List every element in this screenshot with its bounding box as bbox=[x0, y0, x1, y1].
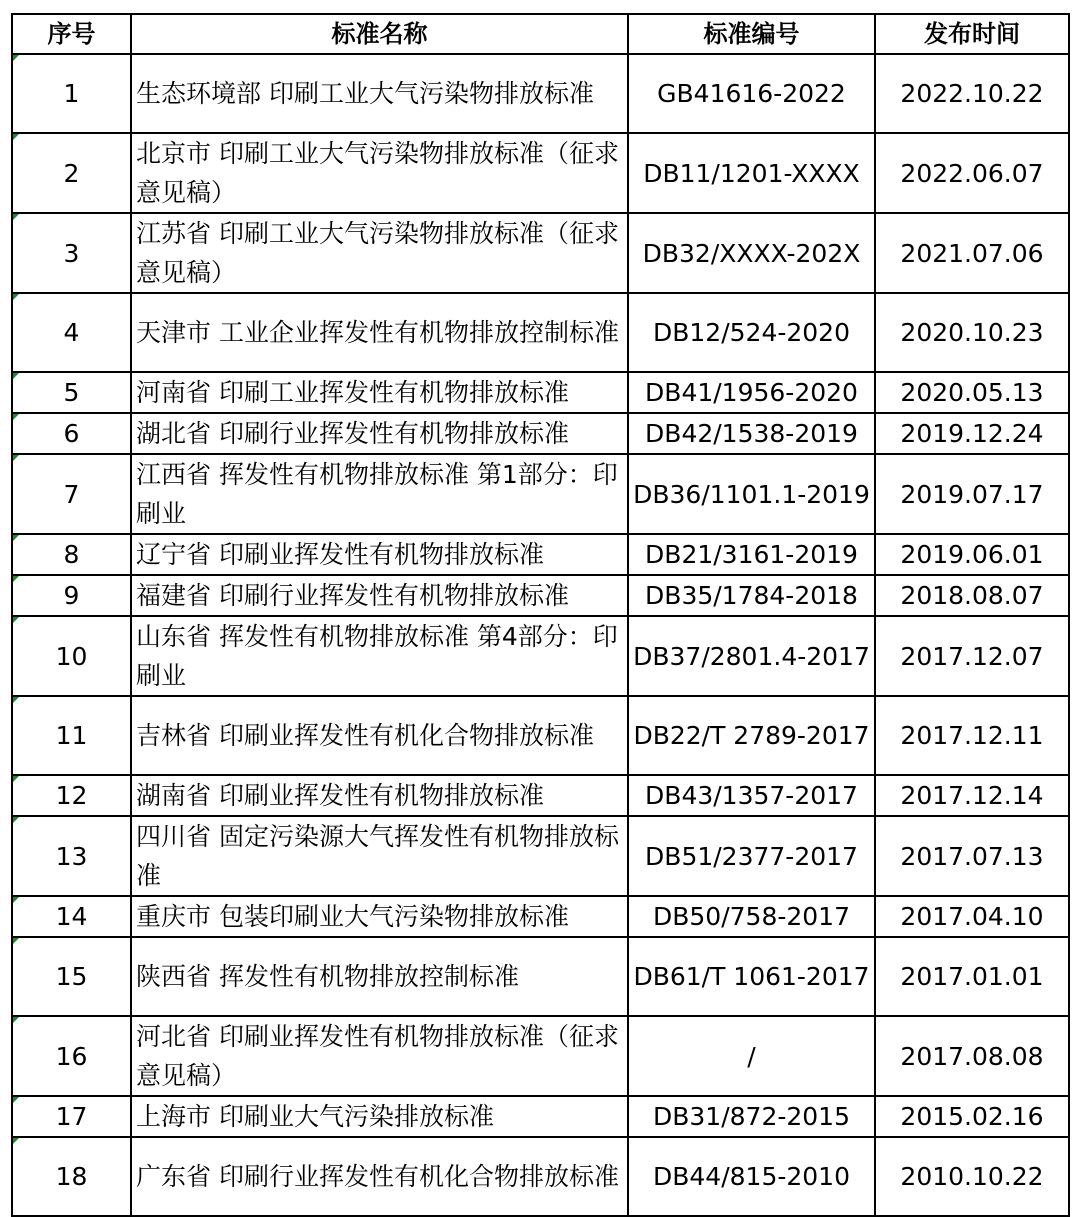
header-name: 标准名称 bbox=[131, 14, 628, 54]
row-name: 四川省 固定污染源大气挥发性有机物排放标准 bbox=[131, 816, 628, 896]
row-code: DB12/524-2020 bbox=[628, 293, 875, 372]
row-date: 2018.08.07 bbox=[875, 575, 1069, 616]
row-name: 重庆市 包装印刷业大气污染物排放标准 bbox=[131, 896, 628, 937]
row-no: 8 bbox=[12, 534, 131, 575]
row-code: DB31/872-2015 bbox=[628, 1096, 875, 1137]
row-date: 2019.06.01 bbox=[875, 534, 1069, 575]
row-name: 江苏省 印刷工业大气污染物排放标准（征求意见稿） bbox=[131, 213, 628, 293]
table-row bbox=[12, 896, 1069, 937]
row-date: 2021.07.06 bbox=[875, 213, 1069, 293]
row-date: 2017.04.10 bbox=[875, 896, 1069, 937]
row-code: DB32/XXXX-202X bbox=[628, 213, 875, 293]
row-code: DB11/1201-XXXX bbox=[628, 133, 875, 213]
row-date: 2017.01.01 bbox=[875, 937, 1069, 1016]
row-date: 2017.12.07 bbox=[875, 616, 1069, 696]
table-row bbox=[12, 54, 1069, 133]
row-code: DB43/1357-2017 bbox=[628, 775, 875, 816]
row-name: 河北省 印刷业挥发性有机物排放标准（征求意见稿） bbox=[131, 1016, 628, 1096]
row-no: 15 bbox=[12, 937, 131, 1016]
row-no: 3 bbox=[12, 213, 131, 293]
table-row bbox=[12, 1137, 1069, 1216]
row-code: DB35/1784-2018 bbox=[628, 575, 875, 616]
row-date: 2020.05.13 bbox=[875, 372, 1069, 413]
row-code: DB41/1956-2020 bbox=[628, 372, 875, 413]
row-name: 吉林省 印刷业挥发性有机化合物排放标准 bbox=[131, 696, 628, 775]
row-date: 2019.12.24 bbox=[875, 413, 1069, 454]
row-code: DB36/1101.1-2019 bbox=[628, 454, 875, 534]
row-name: 福建省 印刷行业挥发性有机物排放标准 bbox=[131, 575, 628, 616]
row-date: 2010.10.22 bbox=[875, 1137, 1069, 1216]
row-date: 2022.06.07 bbox=[875, 133, 1069, 213]
row-code: DB44/815-2010 bbox=[628, 1137, 875, 1216]
row-no: 11 bbox=[12, 696, 131, 775]
row-no: 4 bbox=[12, 293, 131, 372]
header-date: 发布时间 bbox=[875, 14, 1069, 54]
row-no: 1 bbox=[12, 54, 131, 133]
row-code: / bbox=[628, 1016, 875, 1096]
table-row bbox=[12, 454, 1069, 534]
table-row bbox=[12, 293, 1069, 372]
header-no: 序号 bbox=[12, 14, 131, 54]
row-no: 7 bbox=[12, 454, 131, 534]
row-name: 北京市 印刷工业大气污染物排放标准（征求意见稿） bbox=[131, 133, 628, 213]
row-no: 6 bbox=[12, 413, 131, 454]
table-row bbox=[12, 616, 1069, 696]
row-code: DB50/758-2017 bbox=[628, 896, 875, 937]
row-name: 山东省 挥发性有机物排放标准 第4部分：印刷业 bbox=[131, 616, 628, 696]
row-code: DB37/2801.4-2017 bbox=[628, 616, 875, 696]
table-row bbox=[12, 413, 1069, 454]
row-name: 广东省 印刷行业挥发性有机化合物排放标准 bbox=[131, 1137, 628, 1216]
row-name: 陕西省 挥发性有机物排放控制标准 bbox=[131, 937, 628, 1016]
row-name: 上海市 印刷业大气污染排放标准 bbox=[131, 1096, 628, 1137]
row-name: 湖北省 印刷行业挥发性有机物排放标准 bbox=[131, 413, 628, 454]
table-row bbox=[12, 372, 1069, 413]
row-name: 河南省 印刷工业挥发性有机物排放标准 bbox=[131, 372, 628, 413]
row-date: 2020.10.23 bbox=[875, 293, 1069, 372]
row-name: 湖南省 印刷业挥发性有机物排放标准 bbox=[131, 775, 628, 816]
row-code: DB42/1538-2019 bbox=[628, 413, 875, 454]
header-row bbox=[12, 14, 1069, 54]
header-code: 标准编号 bbox=[628, 14, 875, 54]
row-no: 5 bbox=[12, 372, 131, 413]
row-no: 18 bbox=[12, 1137, 131, 1216]
row-no: 12 bbox=[12, 775, 131, 816]
row-code: DB21/3161-2019 bbox=[628, 534, 875, 575]
table-row bbox=[12, 775, 1069, 816]
row-date: 2019.07.17 bbox=[875, 454, 1069, 534]
table-row bbox=[12, 534, 1069, 575]
table-row bbox=[12, 213, 1069, 293]
standards-table bbox=[11, 13, 1070, 1217]
row-name: 江西省 挥发性有机物排放标准 第1部分：印刷业 bbox=[131, 454, 628, 534]
row-code: GB41616-2022 bbox=[628, 54, 875, 133]
table-row bbox=[12, 1096, 1069, 1137]
row-no: 16 bbox=[12, 1016, 131, 1096]
row-name: 天津市 工业企业挥发性有机物排放控制标准 bbox=[131, 293, 628, 372]
row-no: 9 bbox=[12, 575, 131, 616]
row-code: DB22/T 2789-2017 bbox=[628, 696, 875, 775]
table-row bbox=[12, 937, 1069, 1016]
table-row bbox=[12, 133, 1069, 213]
table-row bbox=[12, 1016, 1069, 1096]
table-row bbox=[12, 696, 1069, 775]
row-code: DB51/2377-2017 bbox=[628, 816, 875, 896]
row-no: 2 bbox=[12, 133, 131, 213]
row-date: 2017.12.14 bbox=[875, 775, 1069, 816]
row-name: 生态环境部 印刷工业大气污染物排放标准 bbox=[131, 54, 628, 133]
row-name: 辽宁省 印刷业挥发性有机物排放标准 bbox=[131, 534, 628, 575]
row-date: 2015.02.16 bbox=[875, 1096, 1069, 1137]
row-no: 17 bbox=[12, 1096, 131, 1137]
row-date: 2017.12.11 bbox=[875, 696, 1069, 775]
row-date: 2017.08.08 bbox=[875, 1016, 1069, 1096]
row-no: 14 bbox=[12, 896, 131, 937]
row-date: 2017.07.13 bbox=[875, 816, 1069, 896]
table-row bbox=[12, 816, 1069, 896]
row-no: 10 bbox=[12, 616, 131, 696]
row-date: 2022.10.22 bbox=[875, 54, 1069, 133]
table-row bbox=[12, 575, 1069, 616]
row-no: 13 bbox=[12, 816, 131, 896]
row-code: DB61/T 1061-2017 bbox=[628, 937, 875, 1016]
